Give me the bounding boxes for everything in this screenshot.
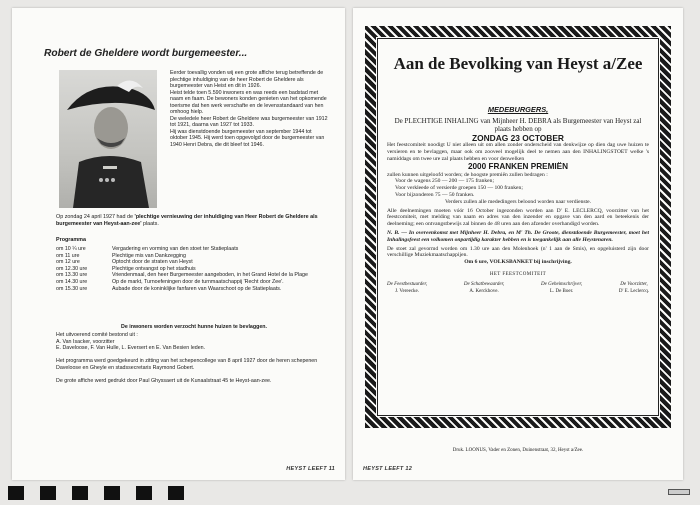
reward-note: Verders zullen alle mededingers beloond worden naar verdienste. bbox=[444, 198, 591, 205]
prize-intro: zullen kunnen uitgeloofd worden; de hoogste premiën zullen bedragen : bbox=[387, 171, 548, 178]
committee-signatures bbox=[387, 282, 649, 296]
article-title: Robert de Gheldere wordt burgemeester... bbox=[44, 48, 248, 59]
prize-list bbox=[387, 178, 649, 198]
intro-paragraph: De weledele heer Robert de Gheldere was burgemeester van 1912 tot 1921, daarna van 1927 tot 1933. bbox=[170, 115, 328, 128]
banquet-note: Om 6 ure, VOLKSBANKET bij inschrijving. bbox=[464, 259, 572, 266]
intro-paragraph: Eerder toevallig vonden wij een grote affiche terug betreffende de plechtige inhuldiging van de heer Robert de Gheldere als burgemeester van Heist en dit in 1926. bbox=[170, 70, 324, 89]
programma-row: om 10 ¼ ure Vergadering en vorming van den stoet ter Statieplaats bbox=[56, 246, 239, 252]
right-page bbox=[353, 8, 683, 480]
programma-heading: Programma bbox=[56, 237, 86, 243]
intro-text bbox=[170, 70, 330, 148]
procession-paragraph: De stoet zal gevormd worden om 1.30 ure aan den Molenhoek (n' 1 aan de Smis), en opgeluisterd zijn door verschillige Muziekmaatschappijen. bbox=[387, 245, 649, 259]
portrait-figure bbox=[59, 70, 157, 208]
portrait-photo bbox=[59, 70, 157, 208]
programma-row: om 15.30 ure Aubade door de koninklijke fanfaren van Waarschoot op de Statieplaats. bbox=[56, 285, 282, 292]
left-page bbox=[12, 8, 345, 480]
event-date: ZONDAG 23 OCTOBER bbox=[472, 132, 564, 143]
salutation: MEDEBURGERS, bbox=[487, 105, 549, 114]
page-footer: HEYST LEEFT 12 bbox=[363, 466, 413, 472]
prize-item: Voor bijzonderen 75 — 50 franken. bbox=[395, 191, 475, 198]
committee-label: HET FEESTCOMITEIT bbox=[489, 271, 547, 277]
committee-member: De Geheimschrijver, L. De Boer. bbox=[541, 281, 583, 294]
programma-list bbox=[56, 246, 336, 292]
intro-paragraph: Hij was dienstdoende burgemeester van september 1944 tot oktober 1945. Hij werd toen opgevolgd door de burgemeester van 1940 Henri Debra, die dit bleef tot 1946. bbox=[170, 128, 325, 148]
nota-bene: N. B. — In overeenkomst met Mijnheer H. Debra, en M' Th. De Groote, dienstdoende Burgemeester, moet het Inhalingsfeest een volkomen onpartijdig karakter hebben en is toegankelijk aan alle Heystenaren. bbox=[387, 229, 649, 243]
programma-row: om 11 ure Plechtige mis van Dankzegging bbox=[56, 252, 186, 259]
programma-row: om 14.30 ure Op de markt, Turnoefeningen door de turnmaatschappij 'Recht door Zee'. bbox=[56, 278, 284, 285]
calibration-bar bbox=[136, 486, 152, 500]
intro-paragraph: Heist telde toen 5.590 inwoners en was reeds een badstad met naam en faam. De bewoners konden genieten van het opkomende toerisme dat hen werk verschafte en de levensstandaard van hen omhoog hielp. bbox=[170, 89, 327, 115]
committee-member: De Voorzitter, D' E. Leclercq. bbox=[618, 281, 649, 294]
programma-row: om 12 ure Optocht door de straten van Heyst bbox=[56, 259, 193, 266]
calibration-bar bbox=[40, 486, 56, 500]
page-footer: HEYST LEEFT 11 bbox=[286, 466, 335, 472]
printer-paragraph: De grote affiche werd gedrukt door Paul Ghyssaert uit de Kunaalstraat 45 te Heyst-aan-zee. bbox=[56, 378, 272, 384]
committee-member: De Schatbewaarder, A. Kerckhove. bbox=[463, 281, 505, 294]
comite-block: Het uitvoerend comité bestond uit : A. Van Isacker, voorzitter E. Daveloose, F. Van Hulle, L. Eversert en E. Van Besien leden. bbox=[56, 332, 206, 352]
event-paragraph: Op zondag 24 april 1927 had de 'plechtige vernieuwing der inhuldiging van Heer Robert de Gheldere als burgemeester van Heyst-aan-zee' plaats. bbox=[56, 214, 318, 227]
prize-item: Voor de wagens 250 — 200 — 175 franken; bbox=[395, 178, 495, 185]
scale-marker bbox=[668, 489, 690, 495]
calibration-bar bbox=[8, 486, 24, 500]
programma-row: om 12.30 ure Plechtige ontvangst op het stadhuis bbox=[56, 265, 196, 272]
calibration-bar bbox=[104, 486, 120, 500]
announcement: De PLECHTIGE INHALING van Mijnheer H. DEBRA als Burgemeester van Heyst zal plaats hebben op bbox=[394, 116, 642, 134]
registration-paragraph: Alle deelnemingen moeten vóór 16 October ingezonden worden aan D' E. LECLERCQ, voorzitter van het feestcomiteit, met melding van naam en adres van den inzender en opgave van den aard en beteekenis der deelneming; een ontvangstbewijs zal binnen de 48 uren aan den afzender overhandigd worden. bbox=[387, 207, 649, 228]
prize-item: Voor verkleede of versierde groepen 150 — 100 franken; bbox=[395, 185, 523, 192]
invitation-paragraph: Het feestcomiteit noodigt U niet alleen uit om allen zonder onderscheid van denkwijze op dien dag uwe huizen te versieren en te bevlaggen, maar ook om zooveel mogelijk deel te nemen aan den INHALINGSTOET welke 's namiddags om twee ure zal plaats hebben en voor denwelken bbox=[387, 142, 649, 162]
poster-title: Aan de Bevolking van Heyst a/Zee bbox=[393, 54, 643, 73]
bevlaggen-note: De inwoners worden verzocht hunne huizen te bevlaggen. bbox=[121, 324, 267, 330]
calibration-bar bbox=[72, 486, 88, 500]
programma-row: om 13.30 ure Vriendenmaal, den heer Burgemeester aangeboden, in het Grand Hotel de la Plage bbox=[56, 272, 308, 279]
calibration-bar bbox=[168, 486, 184, 500]
approval-paragraph: Het programma werd goedgekeurd in zitting van het schepencollege van 8 april 1927 door de heren schepenen Daveloose en Gheyle en stadssecretaris Raymond Gobert. bbox=[56, 358, 318, 371]
printer-credit: Druk. LOONUS, Vader en Zonen, Duinenstraat, 32, Heyst a/Zee. bbox=[452, 448, 584, 453]
prize-total: 2000 FRANKEN PREMIËN bbox=[467, 161, 569, 171]
committee-member: De Feestbestuurder, J. Vereecke. bbox=[387, 281, 428, 294]
poster-body bbox=[387, 107, 649, 295]
